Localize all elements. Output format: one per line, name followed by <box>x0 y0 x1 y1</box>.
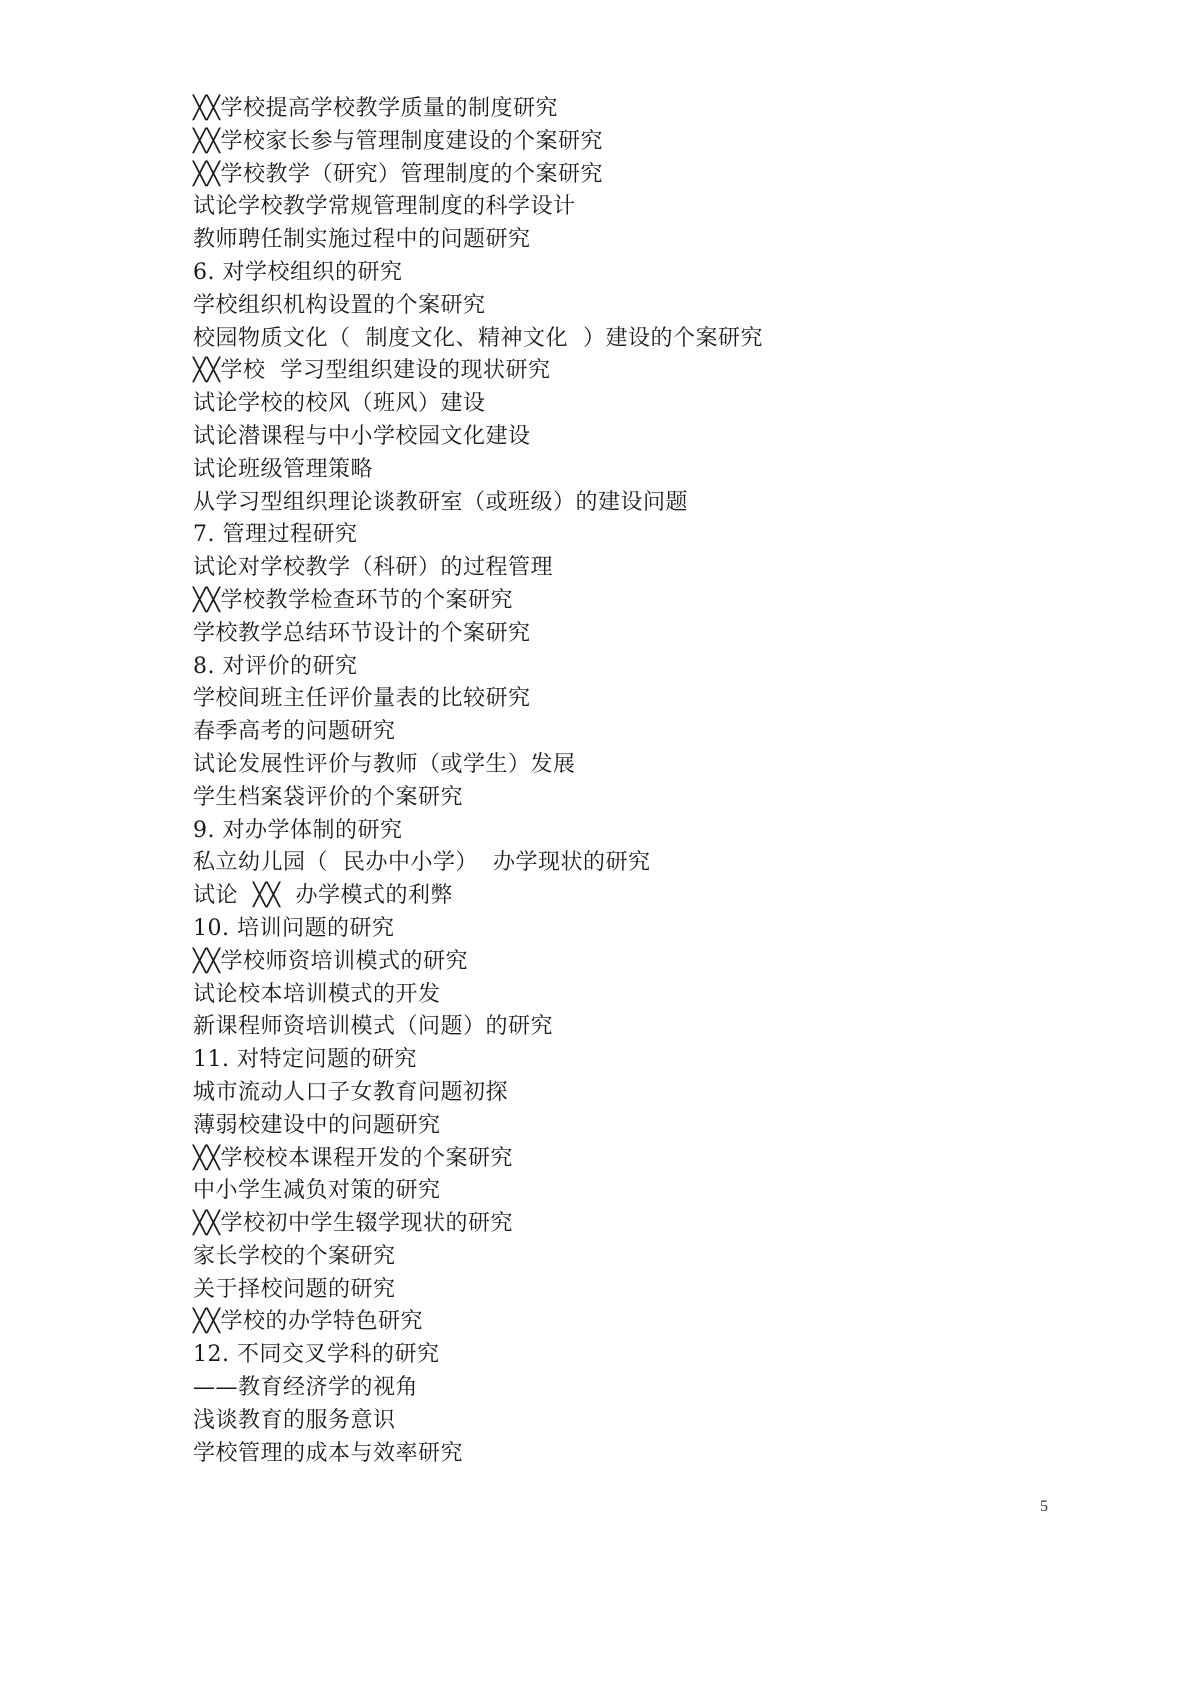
text-line: 新课程师资培训模式（问题）的研究 <box>193 1014 554 1040</box>
text-line: ╳╳学校教学（研究）管理制度的个案研究 <box>193 161 603 187</box>
text-line: ╳╳学校提高学校教学质量的制度研究 <box>193 96 558 121</box>
section-heading: 10. 培训问题的研究 <box>193 915 395 941</box>
text-line: 中小学生减负对策的研究 <box>193 1178 441 1204</box>
text-line: 学校教学总结环节设计的个案研究 <box>193 620 531 646</box>
text-line: ╳╳学校的办学特色研究 <box>193 1309 423 1335</box>
text-line: 学生档案袋评价的个案研究 <box>193 784 464 810</box>
text-line: 试论学校的校风（班风）建设 <box>193 391 486 417</box>
document-body <box>193 93 1093 1470</box>
page-number: 5 <box>1040 1498 1048 1515</box>
text-line: 试论对学校教学（科研）的过程管理 <box>193 555 554 581</box>
text-line: 校园物质文化（ 制度文化、精神文化 ）建设的个案研究 <box>193 325 763 351</box>
text-line: 城市流动人口子女教育问题初探 <box>193 1079 509 1105</box>
text-line: 家长学校的个案研究 <box>193 1243 396 1269</box>
text-line: 试论学校教学常规管理制度的科学设计 <box>193 194 576 220</box>
text-line: 从学习型组织理论谈教研室（或班级）的建设问题 <box>193 489 689 515</box>
text-line: 试论发展性评价与教师（或学生）发展 <box>193 751 576 777</box>
section-heading: 9. 对办学体制的研究 <box>193 817 403 843</box>
section-heading: 11. 对特定问题的研究 <box>193 1047 417 1073</box>
text-line: 私立幼儿园（ 民办中小学） 办学现状的研究 <box>193 850 651 876</box>
text-line: 试论 ╳╳ 办学模式的利弊 <box>193 883 453 909</box>
text-line: 关于择校问题的研究 <box>193 1276 396 1302</box>
section-heading: 6. 对学校组织的研究 <box>193 259 403 285</box>
text-line: 试论潜课程与中小学校园文化建设 <box>193 423 531 449</box>
section-heading: 12. 不同交叉学科的研究 <box>193 1342 440 1368</box>
text-line: ╳╳学校校本课程开发的个案研究 <box>193 1145 513 1171</box>
text-line: 试论校本培训模式的开发 <box>193 981 441 1007</box>
text-line: ╳╳学校师资培训模式的研究 <box>193 948 468 974</box>
text-line: ╳╳学校家长参与管理制度建设的个案研究 <box>193 128 603 154</box>
text-line: 教师聘任制实施过程中的问题研究 <box>193 227 531 253</box>
text-line: 试论班级管理策略 <box>193 456 374 482</box>
section-heading: 7. 管理过程研究 <box>193 522 358 548</box>
text-line: 春季高考的问题研究 <box>193 719 396 745</box>
text-line: ╳╳学校初中学生辍学现状的研究 <box>193 1211 513 1237</box>
text-line: 学校管理的成本与效率研究 <box>193 1440 464 1466</box>
section-heading: 8. 对评价的研究 <box>193 653 358 679</box>
text-line: 学校组织机构设置的个案研究 <box>193 292 486 318</box>
text-line: 学校间班主任评价量表的比较研究 <box>193 686 531 712</box>
text-line: ╳╳学校 学习型组织建设的现状研究 <box>193 358 551 384</box>
text-line: ——教育经济学的视角 <box>193 1375 419 1401</box>
text-line: 薄弱校建设中的问题研究 <box>193 1112 441 1138</box>
text-line: 浅谈教育的服务意识 <box>193 1407 396 1433</box>
text-line: ╳╳学校教学检查环节的个案研究 <box>193 587 513 613</box>
